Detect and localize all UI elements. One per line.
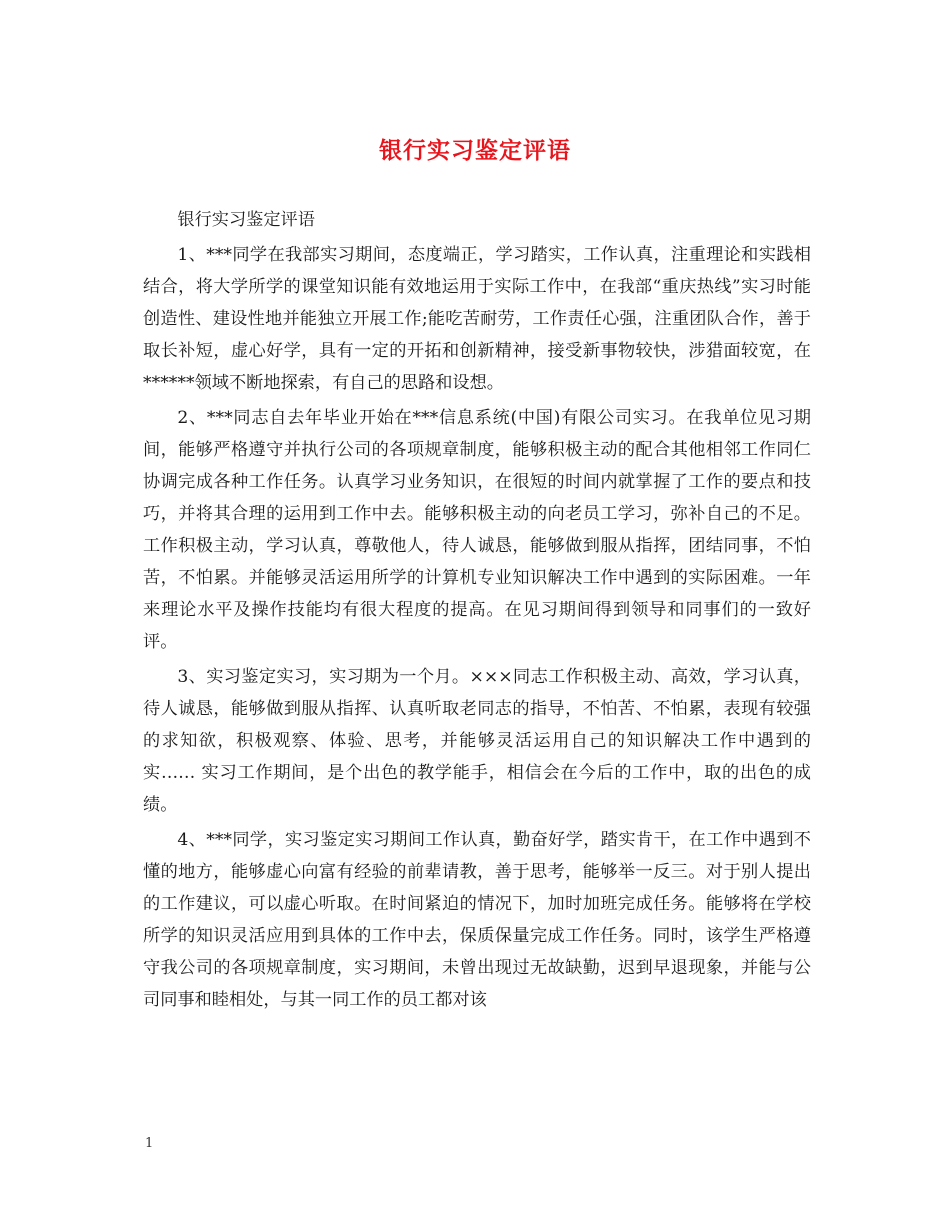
paragraph-1: 1、***同学在我部实习期间，态度端正，学习踏实，工作认真，注重理论和实践相结合，将大学所学的课堂知识能有效地运用于实际工作中，在我部“重庆热线”实习时能创造性、建设性地并能独立开展工作;能吃苦耐劳，工作责任心强，注重团队合作，善于取长补短，虚心好学，具有一定的开拓和创新精神，接受新事物较快，涉猎面较宽，在******领域不断地探索，有自己的思路和设想。 [143, 245, 811, 393]
document-body [143, 204, 811, 1019]
paragraph-heading: 银行实习鉴定评语 [177, 210, 315, 230]
page-number: 1 [145, 1136, 154, 1151]
paragraph-2: 2、***同志自去年毕业开始在***信息系统(中国)有限公司实习。在我单位见习期间，能够严格遵守并执行公司的各项规章制度，能够积极主动的配合其他相邻工作同仁协调完成各种工作任务。认真学习业务知识，在很短的时间内就掌握了工作的要点和技巧，并将其合理的运用到工作中去。能够积极主动的向老员工学习，弥补自己的不足。工作积极主动，学习认真，尊敬他人，待人诚恳，能够做到服从指挥，团结同事，不怕苦，不怕累。并能够灵活运用所学的计算机专业知识解决工作中遇到的实际困难。一年来理论水平及操作技能均有很大程度的提高。在见习期间得到领导和同事们的一致好评。 [143, 408, 811, 652]
paragraph-3: 3、实习鉴定实习，实习期为一个月。×××同志工作积极主动、高效，学习认真，待人诚恳，能够做到服从指挥、认真听取老同志的指导，不怕苦、不怕累，表现有较强的求知欲，积极观察、体验、思考，并能够灵活运用自己的知识解决工作中遇到的实…… 实习工作期间，是个出色的教学能手，相信会在今后的工作中，取的出色的成绩。 [143, 667, 811, 815]
document-title: 银行实习鉴定评语 [379, 137, 571, 164]
paragraph-4: 4、***同学，实习鉴定实习期间工作认真，勤奋好学，踏实肯干，在工作中遇到不懂的地方，能够虚心向富有经验的前辈请教，善于思考，能够举一反三。对于别人提出的工作建议，可以虚心听取。在时间紧迫的情况下，加时加班完成任务。能够将在学校所学的知识灵活应用到具体的工作中去，保质保量完成工作任务。同时，该学生严格遵守我公司的各项规章制度，实习期间，未曾出现过无故缺勤，迟到早退现象，并能与公司同事和睦相处，与其一同工作的员工都对该 [143, 830, 811, 1010]
